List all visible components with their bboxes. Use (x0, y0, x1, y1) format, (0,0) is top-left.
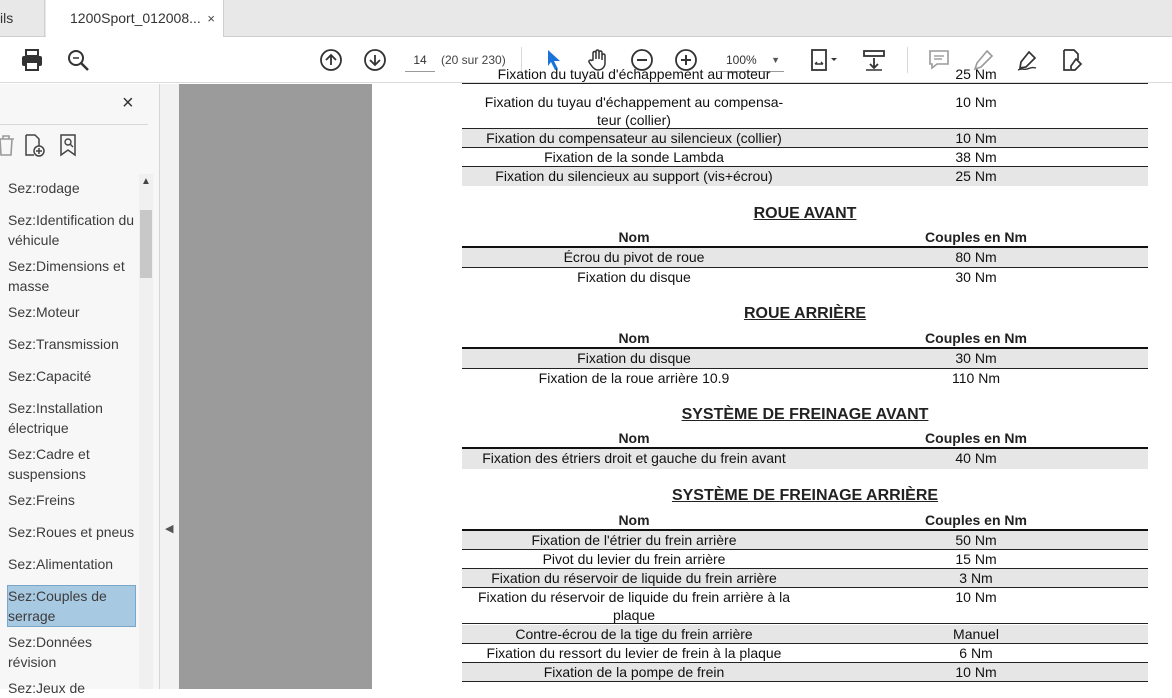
col-value-header: Couples en Nm (925, 430, 1027, 446)
page-up-icon[interactable] (317, 46, 345, 74)
bookmark-item-selected[interactable]: Sez:Couples de serrage (7, 585, 136, 627)
table-row (462, 93, 1148, 129)
row-name: Écrou du pivot de roue (563, 249, 705, 265)
fit-page-icon[interactable] (806, 46, 842, 74)
row-value: 40 Nm (955, 450, 997, 466)
section-title: ROUE AVANT (753, 205, 857, 222)
bookmark-item[interactable]: Sez:Installation électrique (8, 400, 103, 436)
table-row (462, 248, 1148, 268)
table-header (462, 511, 1148, 531)
document-page (372, 66, 1172, 689)
tab-previous[interactable] (0, 0, 45, 37)
zoom-search-icon[interactable] (64, 46, 92, 74)
row-name: Fixation du disque (577, 350, 691, 366)
col-name-header: Nom (618, 512, 650, 528)
row-value: 25 Nm (955, 66, 997, 82)
table-row (462, 550, 1148, 569)
col-value-header: Couples en Nm (925, 229, 1027, 245)
table-row (462, 369, 1148, 389)
table-header (462, 329, 1148, 349)
row-name: Fixation de l'étrier du frein arrière (531, 532, 737, 548)
close-panel-icon[interactable]: × (122, 92, 134, 114)
col-name-header: Nom (618, 430, 650, 446)
row-name: Fixation des étriers droit et gauche du frein avant (482, 450, 786, 466)
bookmark-list (0, 174, 140, 696)
bookmark-search-icon[interactable] (57, 133, 83, 159)
section-title: SYSTÈME DE FREINAGE AVANT (681, 406, 929, 423)
table-row (462, 167, 1148, 186)
page-count-label: (20 sur 230) (441, 53, 506, 67)
col-name-header: Nom (618, 330, 650, 346)
new-bookmark-icon[interactable] (22, 133, 48, 159)
row-value: 10 Nm (955, 130, 997, 146)
row-value: 10 Nm (955, 94, 997, 110)
row-name: Pivot du levier du frein arrière (542, 551, 726, 567)
table-row (462, 129, 1148, 148)
row-name-cont: plaque (612, 607, 656, 623)
table-row (462, 588, 1148, 624)
bookmark-item[interactable]: Sez:Alimentation (8, 556, 114, 572)
table-row (462, 449, 1148, 469)
table-row (462, 349, 1148, 369)
row-value: 6 Nm (959, 645, 993, 661)
tab-close-icon[interactable]: × (207, 11, 215, 26)
row-name: Fixation du tuyau d'échappement au moteur (497, 66, 771, 82)
row-name: Fixation du ressort du levier de frein à la plaque (486, 645, 782, 661)
table-row (462, 569, 1148, 588)
bookmark-item[interactable]: Sez:Capacité (8, 368, 92, 384)
bookmark-item[interactable]: Sez:Freins (8, 492, 75, 508)
tab-previous-label: ils (0, 10, 14, 26)
row-name: Fixation du disque (577, 269, 691, 285)
page-down-icon[interactable] (361, 46, 389, 74)
row-name-cont: teur (collier) (597, 112, 671, 128)
table-row (462, 625, 1148, 644)
bookmarks-panel (0, 84, 160, 696)
section-title: SYSTÈME DE FREINAGE ARRIÈRE (671, 487, 939, 504)
bookmark-item[interactable]: Sez:Roues et pneus (8, 524, 135, 540)
row-value: 80 Nm (955, 249, 997, 265)
row-name: Fixation de la roue arrière 10.9 (538, 370, 730, 386)
row-value: 38 Nm (955, 149, 997, 165)
bookmark-item[interactable]: Sez:Jeux de (8, 680, 86, 696)
table-row (462, 663, 1148, 682)
bookmark-item[interactable]: Sez:Identification du véhicule (8, 212, 135, 248)
row-name: Fixation de la pompe de frein (543, 664, 725, 680)
row-value: 50 Nm (955, 532, 997, 548)
delete-bookmark-icon[interactable] (0, 133, 20, 159)
row-value: 10 Nm (955, 664, 997, 680)
row-name: Fixation du silencieux au support (vis+écrou) (495, 168, 773, 184)
row-value: 30 Nm (955, 350, 997, 366)
row-value: 30 Nm (955, 269, 997, 285)
table-row-cut (462, 66, 1148, 84)
table-row (462, 268, 1148, 288)
bookmark-item[interactable]: Sez:Moteur (8, 304, 80, 320)
scroll-up-icon[interactable]: ▲ (141, 176, 151, 187)
bookmark-item[interactable]: Sez:Dimensions et masse (8, 258, 125, 294)
section-title: ROUE ARRIÈRE (743, 305, 867, 322)
col-name-header: Nom (618, 229, 650, 245)
tab-bar (0, 0, 1172, 37)
bookmark-item[interactable]: Sez:Transmission (8, 336, 119, 352)
row-name: Fixation de la sonde Lambda (544, 149, 724, 165)
bookmark-item[interactable]: Sez:Cadre et suspensions (8, 446, 90, 482)
col-value-header: Couples en Nm (925, 330, 1027, 346)
table-row (462, 644, 1148, 663)
row-name: Contre-écrou de la tige du frein arrière (515, 626, 753, 642)
tab-active-label: 1200Sport_012008... (70, 10, 201, 26)
panel-divider (0, 124, 148, 125)
row-name: Fixation du réservoir de liquide du frein arrière (491, 570, 777, 586)
scrollbar-thumb[interactable] (140, 210, 152, 278)
bookmark-item[interactable]: Sez:Données révision (8, 634, 93, 670)
row-value: 3 Nm (959, 570, 993, 586)
bookmark-item[interactable]: Sez:rodage (8, 180, 80, 196)
col-value-header: Couples en Nm (925, 512, 1027, 528)
row-name: Fixation du compensateur au silencieux (collier) (486, 130, 782, 146)
scroll-mode-icon[interactable] (860, 46, 888, 74)
page-number-input[interactable]: 14 (405, 48, 435, 72)
row-value: Manuel (953, 626, 999, 642)
collapse-left-icon[interactable]: ◀ (165, 523, 174, 535)
row-value: 110 Nm (952, 370, 1000, 386)
print-icon[interactable] (18, 46, 46, 74)
table-header (462, 228, 1148, 248)
row-name: Fixation du tuyau d'échappement au compensa- (484, 94, 784, 110)
panel-collapse-strip[interactable] (160, 84, 179, 689)
table-row (462, 148, 1148, 167)
table-header (462, 429, 1148, 449)
row-value: 15 Nm (955, 551, 997, 567)
chevron-down-icon: ▼ (771, 55, 780, 65)
row-value: 10 Nm (955, 589, 997, 605)
row-value: 25 Nm (955, 168, 997, 184)
tab-active-document[interactable] (46, 0, 224, 38)
table-row (462, 531, 1148, 550)
zoom-value: 100% (726, 53, 757, 67)
row-name: Fixation du réservoir de liquide du frein arrière à la (477, 589, 791, 605)
